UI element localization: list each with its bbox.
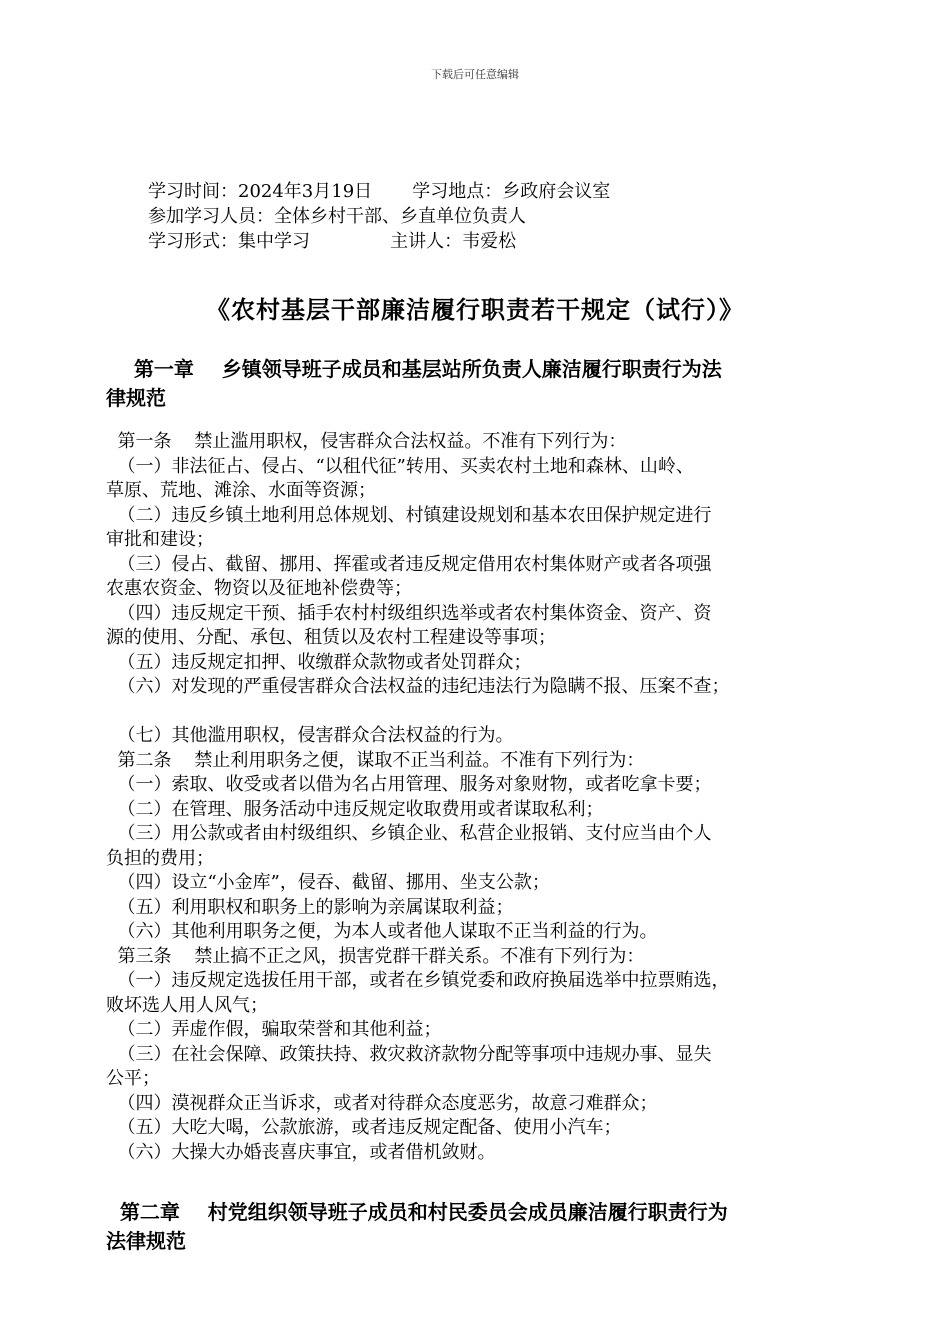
chapter-2-heading-line1: 第二章 村党组织领导班子成员和村民委员会成员廉洁履行职责行为 bbox=[106, 1200, 728, 1224]
body-line: 审批和建设； bbox=[106, 529, 214, 550]
body-line: （二）违反乡镇土地利用总体规划、村镇建设规划和基本农田保护规定进行 bbox=[106, 504, 712, 526]
body-line: （六）对发现的严重侵害群众合法权益的违纪违法行为隐瞒不报、压案不查； bbox=[106, 676, 730, 697]
body-line: 第三条 禁止搞不正之风，损害党群干群关系。不准有下列行为： bbox=[106, 945, 645, 967]
body-line: （七）其他滥用职权，侵害群众合法权益的行为。 bbox=[106, 725, 514, 746]
document-title: 《农村基层干部廉洁履行职责若干规定（试行）》 bbox=[206, 295, 744, 324]
body-line: （五）违反规定扣押、收缴群众款物或者处罚群众； bbox=[106, 651, 532, 673]
body-line: （三）用公款或者由村级组织、乡镇企业、私营企业报销、支付应当由个人 bbox=[106, 823, 712, 844]
body-line: （一）非法征占、侵占、“以租代征”转用、买卖农村土地和森林、山岭、 bbox=[106, 455, 694, 477]
body-line: （六）其他利用职务之便，为本人或者他人谋取不正当利益的行为。 bbox=[106, 921, 658, 942]
body-line: 源的使用、分配、承包、租赁以及农村工程建设等事项； bbox=[106, 627, 556, 648]
body-line: 草原、荒地、滩涂、水面等资源； bbox=[106, 480, 376, 501]
body-line: （一）索取、收受或者以借为名占用管理、服务对象财物，或者吃拿卡要； bbox=[106, 774, 712, 795]
body-line: （二）在管理、服务活动中违反规定收取费用或者谋取私利； bbox=[106, 798, 604, 820]
body-line: （一）违反规定选拔任用干部，或者在乡镇党委和政府换届选举中拉票贿选， bbox=[106, 970, 730, 991]
body-line: （六）大操大办婚丧喜庆事宜，或者借机敛财。 bbox=[106, 1141, 496, 1163]
body-line: 第一条 禁止滥用职权，侵害群众合法权益。不准有下列行为： bbox=[106, 431, 627, 452]
body-line: 第二条 禁止利用职务之便，谋取不正当利益。不准有下列行为： bbox=[106, 749, 645, 771]
body-line: 负担的费用； bbox=[106, 847, 214, 869]
body-line: （五）利用职权和职务上的影响为亲属谋取利益； bbox=[106, 896, 514, 918]
chapter-1-heading bbox=[106, 355, 858, 413]
body-line: 败坏选人用人风气； bbox=[106, 994, 268, 1016]
body-line: （二）弄虚作假，骗取荣誉和其他利益； bbox=[106, 1019, 442, 1040]
body-line: （四）漠视群众正当诉求，或者对待群众态度恶劣，故意刁难群众； bbox=[106, 1092, 658, 1114]
body-line: 农惠农资金、物资以及征地补偿费等； bbox=[106, 578, 412, 599]
body-line: （五）大吃大喝，公款旅游，或者违反规定配备、使用小汽车； bbox=[106, 1117, 622, 1138]
chapter-2-heading bbox=[106, 1198, 858, 1256]
body-line: （三）侵占、截留、挪用、挥霍或者违反规定借用农村集体财产或者各项强 bbox=[106, 553, 712, 575]
meta-time-place: 学习时间：2024年3月19日 学习地点：乡政府会议室 bbox=[148, 181, 611, 202]
body-line: 公平； bbox=[106, 1068, 160, 1089]
header-note: 下载后可任意编辑 bbox=[431, 68, 519, 81]
body-line: （四）设立“小金库”，侵吞、截留、挪用、坐支公款； bbox=[106, 872, 550, 893]
chapter-1-heading-line1: 第一章 乡镇领导班子成员和基层站所负责人廉洁履行职责行为法 bbox=[106, 357, 722, 381]
body-line: （四）违反规定干预、插手农村村级组织选举或者农村集体资金、资产、资 bbox=[106, 602, 712, 624]
chapter-1-body bbox=[106, 430, 866, 1165]
meta-participants: 参加学习人员：全体乡村干部、乡直单位负责人 bbox=[148, 206, 526, 227]
meta-form-speaker: 学习形式：集中学习 主讲人：韦爱松 bbox=[148, 231, 517, 252]
blank-line bbox=[106, 700, 866, 725]
chapter-1-heading-line2: 律规范 bbox=[106, 386, 166, 410]
chapter-2-heading-line2: 法律规范 bbox=[106, 1229, 186, 1253]
body-line: （三）在社会保障、政策扶持、救灾救济款物分配等事项中违规办事、显失 bbox=[106, 1043, 712, 1065]
